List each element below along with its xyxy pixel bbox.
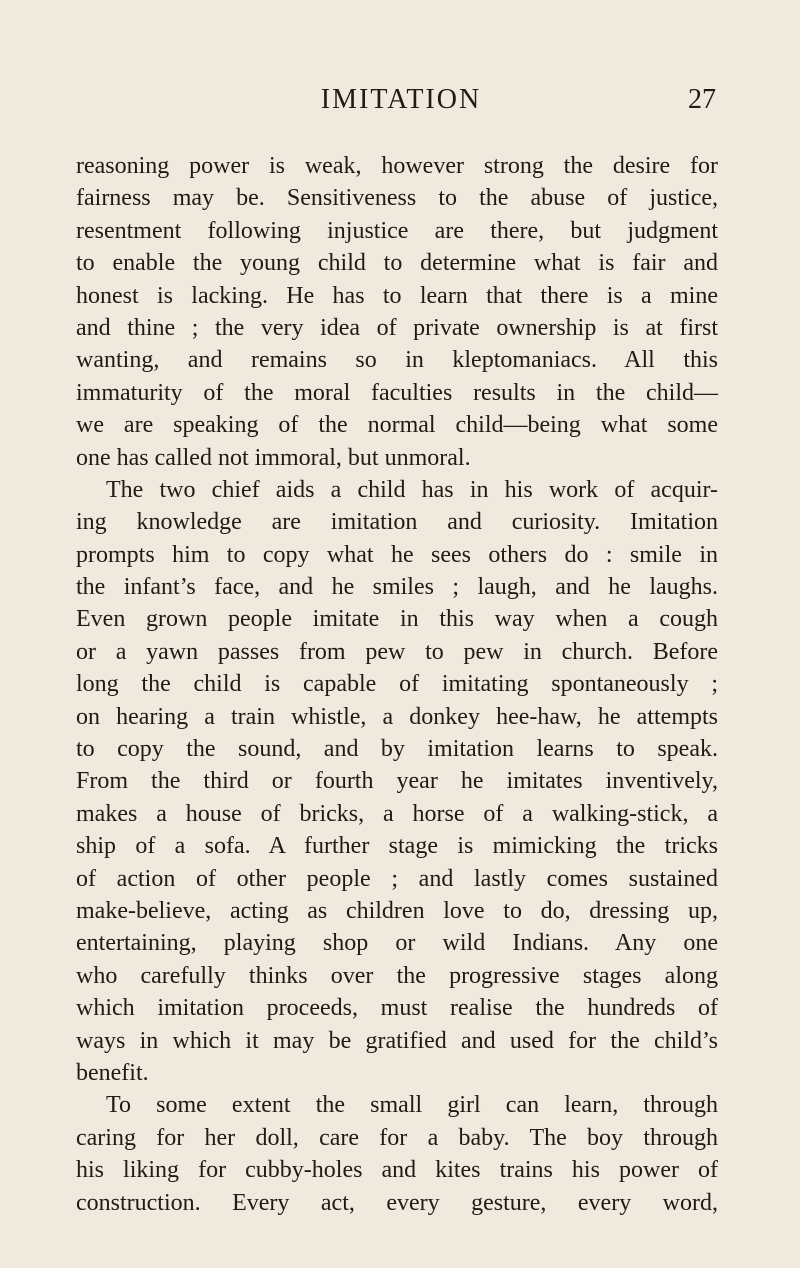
text-line-15: Even grown people imitate in this way when a cough xyxy=(76,606,718,633)
text-line-30: To some extent the small girl can learn, through xyxy=(106,1092,718,1119)
chapter-title: IMITATION xyxy=(320,84,482,115)
text-line-18: on hearing a train whistle, a donkey hee-haw, he attempts xyxy=(76,703,718,730)
text-line-16: or a yawn passes from pew to pew in church. Before xyxy=(76,638,718,665)
text-line-11: The two chief aids a child has in his work of acquir- xyxy=(106,476,718,503)
text-line-20: From the third or fourth year he imitates inventively, xyxy=(76,768,718,795)
text-line-17: long the child is capable of imitating spontaneously ; xyxy=(76,671,718,698)
text-line-14: the infant’s face, and he smiles ; laugh, and he laughs. xyxy=(76,574,718,601)
text-line-33: construction. Every act, every gesture, every word, xyxy=(76,1189,718,1216)
text-line-25: entertaining, playing shop or wild Indians. Any one xyxy=(76,930,718,957)
text-line-29: benefit. xyxy=(76,1059,149,1086)
text-line-12: ing knowledge are imitation and curiosity. Imitation xyxy=(76,509,718,536)
page-number: 27 xyxy=(688,84,716,115)
text-line-22: ship of a sofa. A further stage is mimicking the tricks xyxy=(76,833,718,860)
running-head xyxy=(86,84,716,124)
text-line-8: immaturity of the moral faculties results in the child— xyxy=(76,379,718,406)
text-line-23: of action of other people ; and lastly comes sustained xyxy=(76,865,718,892)
text-line-7: wanting, and remains so in kleptomaniacs. All this xyxy=(76,347,718,374)
body-text xyxy=(76,150,718,1219)
text-line-2: fairness may be. Sensitiveness to the abuse of justice, xyxy=(76,185,718,212)
text-line-5: honest is lacking. He has to learn that there is a mine xyxy=(76,282,718,309)
text-line-3: resentment following injustice are there, but judgment xyxy=(76,217,718,244)
text-line-21: makes a house of bricks, a horse of a walking-stick, a xyxy=(76,800,718,827)
text-line-26: who carefully thinks over the progressive stages along xyxy=(76,962,718,989)
text-line-19: to copy the sound, and by imitation learns to speak. xyxy=(76,736,718,763)
text-line-1: reasoning power is weak, however strong the desire for xyxy=(76,153,718,179)
text-line-32: his liking for cubby-holes and kites trains his power of xyxy=(76,1157,718,1184)
text-line-13: prompts him to copy what he sees others do : smile in xyxy=(76,541,718,568)
text-line-6: and thine ; the very idea of private ownership is at first xyxy=(76,314,718,341)
text-line-31: caring for her doll, care for a baby. The boy through xyxy=(76,1124,718,1151)
text-line-28: ways in which it may be gratified and used for the child’s xyxy=(76,1027,718,1054)
text-line-24: make-believe, acting as children love to do, dressing up, xyxy=(76,897,718,924)
text-line-10: one has called not immoral, but unmoral. xyxy=(76,444,471,471)
text-line-4: to enable the young child to determine what is fair and xyxy=(76,250,718,277)
text-line-9: we are speaking of the normal child—being what some xyxy=(76,412,718,439)
text-line-27: which imitation proceeds, must realise the hundreds of xyxy=(76,995,718,1022)
